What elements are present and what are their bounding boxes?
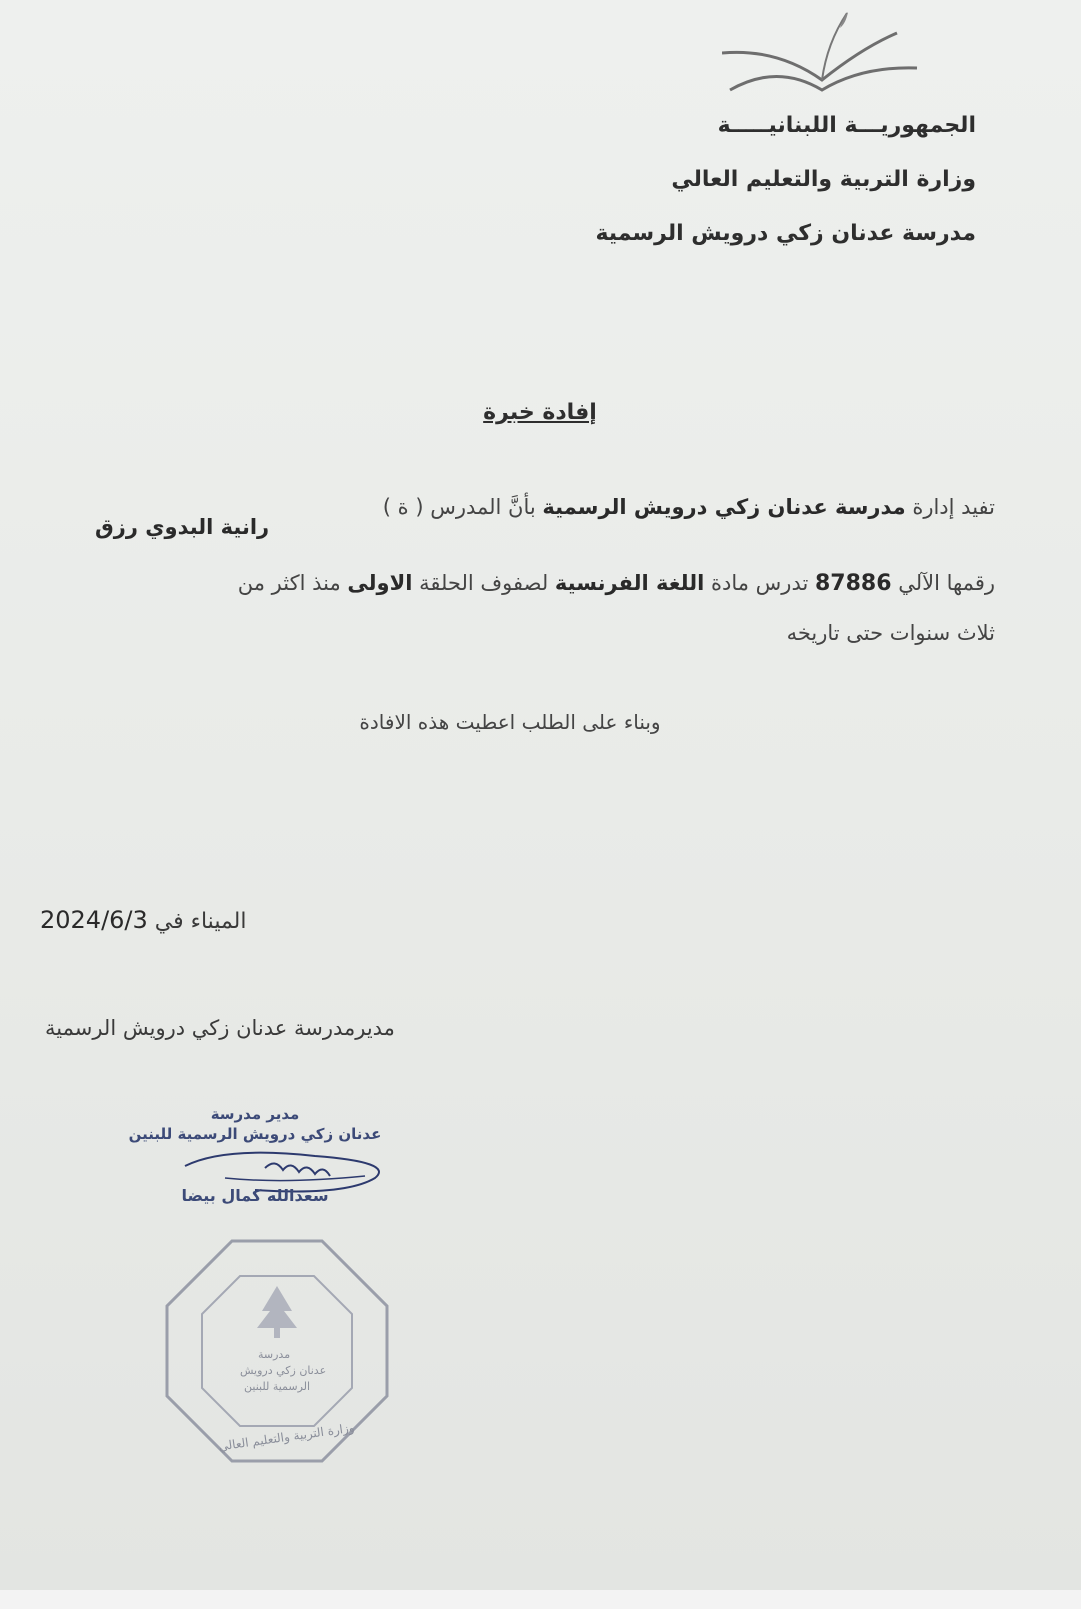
country-name: الجمهوريـــة اللبنانيـــــة — [717, 113, 976, 138]
cycle-label: لصفوف الحلقة — [412, 571, 555, 595]
closing-line: وبناء على الطلب اعطيت هذه الافادة — [359, 710, 661, 734]
bottom-margin — [0, 1590, 1081, 1609]
book-quill-logo — [722, 8, 922, 108]
body-teacher-label: بأنَّ المدرس ( ة ) — [382, 495, 543, 519]
subject-name: اللغة الفرنسية — [554, 571, 705, 595]
director-title: مديرمدرسة عدنان زكي درويش الرسمية — [45, 1016, 395, 1040]
number-label: رقمها الآلي — [891, 571, 995, 595]
letterhead — [576, 112, 976, 274]
subject-label: تدرس مادة — [704, 571, 815, 595]
seal-ring-text: وزارة التربية والتعليم العالي — [217, 1420, 356, 1454]
stamp-line-1: مدير مدرسة — [210, 1105, 300, 1123]
cycle-level: الاولى — [347, 571, 413, 595]
date-line — [40, 906, 280, 934]
ministry-name: وزارة التربية والتعليم العالي — [671, 167, 976, 192]
teacher-number: 87886 — [814, 571, 892, 596]
body-line-3: ثلاث سنوات حتى تاريخه — [786, 621, 995, 645]
teacher-name: رانية البدوي رزق — [95, 515, 270, 539]
body-school: مدرسة عدنان زكي درويش الرسمية — [542, 495, 906, 519]
cedar-icon — [257, 1286, 297, 1328]
duration-text: منذ اكثر من — [237, 571, 348, 595]
body-line-1b — [95, 510, 975, 544]
seal-center-3: الرسمية للبنين — [244, 1380, 311, 1393]
body-intro: تفيد إدارة — [905, 495, 995, 519]
document-title: إفادة خبرة — [483, 400, 597, 425]
school-name: مدرسة عدنان زكي درويش الرسمية — [595, 221, 976, 246]
date-label: الميناء في — [147, 909, 247, 934]
principal-name: سعدالله كمال بيضا — [181, 1186, 329, 1205]
stamp-line-2: عدنان زكي درويش الرسمية للبنين — [128, 1125, 382, 1143]
date-value: 2024/6/3 — [40, 906, 148, 934]
seal-center-1: مدرسة — [258, 1348, 291, 1361]
body-line-2 — [95, 566, 995, 601]
seal-center-2: عدنان زكي درويش — [240, 1364, 327, 1377]
